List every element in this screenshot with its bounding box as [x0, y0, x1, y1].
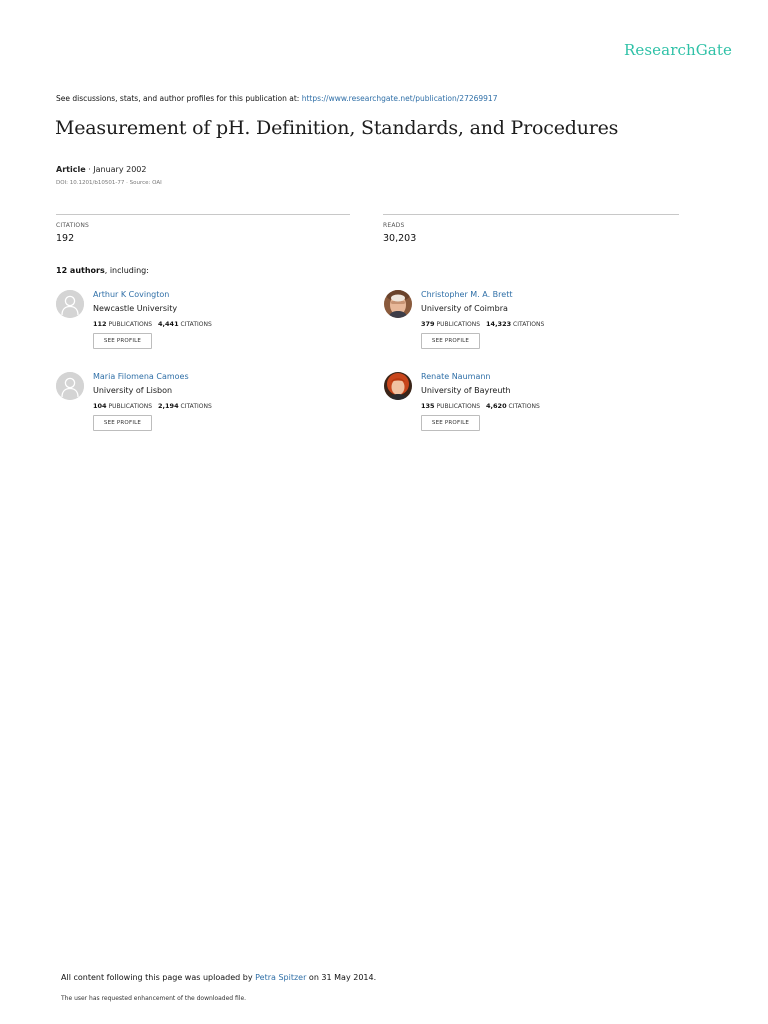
reads-value: 30,203 — [383, 233, 417, 244]
uploader-link[interactable]: Petra Spitzer — [255, 973, 307, 982]
authors-heading — [56, 266, 149, 275]
publications-label: PUBLICATIONS — [108, 403, 153, 410]
author-photo[interactable] — [384, 290, 412, 318]
see-profile-button[interactable]: SEE PROFILE — [421, 415, 480, 431]
author-card — [384, 290, 684, 366]
citations-label: CITATIONS — [508, 403, 540, 410]
see-profile-button[interactable]: SEE PROFILE — [93, 415, 152, 431]
authors-count: 12 authors — [56, 266, 105, 275]
publications-count: 112 — [93, 320, 107, 328]
upload-notice — [61, 973, 376, 982]
author-stats — [421, 320, 544, 328]
publications-count: 135 — [421, 402, 435, 410]
upload-prefix: All content following this page was uploaded by — [61, 973, 256, 982]
author-institution: University of Lisbon — [93, 386, 173, 395]
authors-suffix: , including: — [104, 266, 149, 275]
citations-count: 4,620 — [486, 402, 507, 410]
reads-label: READS — [383, 222, 405, 229]
citations-count: 14,323 — [486, 320, 512, 328]
see-discussions-line — [56, 94, 497, 103]
citations-label: CITATIONS — [180, 403, 212, 410]
article-type-date — [56, 165, 146, 174]
article-type: Article — [56, 165, 86, 174]
citations-label: CITATIONS — [56, 222, 90, 229]
author-name-link[interactable]: Arthur K Covington — [93, 290, 170, 299]
see-profile-button[interactable]: SEE PROFILE — [93, 333, 152, 349]
author-card — [56, 372, 356, 448]
publications-count: 379 — [421, 320, 435, 328]
researchgate-logo[interactable]: ResearchGate — [624, 41, 732, 59]
author-name-link[interactable]: Maria Filomena Camoes — [93, 372, 189, 381]
citations-count: 2,194 — [158, 402, 179, 410]
citations-count: 4,441 — [158, 320, 179, 328]
publications-label: PUBLICATIONS — [436, 403, 481, 410]
citations-value: 192 — [56, 233, 75, 244]
author-institution: Newcastle University — [93, 304, 178, 313]
author-card — [384, 372, 684, 448]
author-stats — [93, 320, 212, 328]
author-card — [56, 290, 356, 366]
publications-label: PUBLICATIONS — [436, 321, 481, 328]
doi-source-line: DOI: 10.1201/b10501-77 · Source: OAI — [56, 180, 162, 186]
publication-url-link[interactable]: https://www.researchgate.net/publication/27269917 — [301, 94, 498, 103]
author-name-link[interactable]: Renate Naumann — [421, 372, 491, 381]
citations-label: CITATIONS — [513, 321, 545, 328]
placeholder-avatar-icon[interactable] — [56, 290, 84, 318]
author-photo[interactable] — [384, 372, 412, 400]
publication-title: Measurement of pH. Definition, Standards, and Procedures — [55, 117, 619, 139]
citations-divider — [56, 214, 350, 215]
author-name-link[interactable]: Christopher M. A. Brett — [421, 290, 513, 299]
author-stats — [421, 402, 540, 410]
reads-divider — [383, 214, 679, 215]
see-discussions-text: See discussions, stats, and author profiles for this publication at: — [56, 94, 302, 103]
publications-label: PUBLICATIONS — [108, 321, 153, 328]
placeholder-avatar-icon[interactable] — [56, 372, 84, 400]
author-stats — [93, 402, 212, 410]
publications-count: 104 — [93, 402, 107, 410]
author-institution: University of Coimbra — [421, 304, 508, 313]
citations-label: CITATIONS — [180, 321, 212, 328]
author-institution: University of Bayreuth — [421, 386, 511, 395]
upload-suffix: on 31 May 2014. — [306, 973, 377, 982]
enhancement-note: The user has requested enhancement of the downloaded file. — [61, 995, 247, 1002]
see-profile-button[interactable]: SEE PROFILE — [421, 333, 480, 349]
article-date: · January 2002 — [85, 165, 147, 174]
